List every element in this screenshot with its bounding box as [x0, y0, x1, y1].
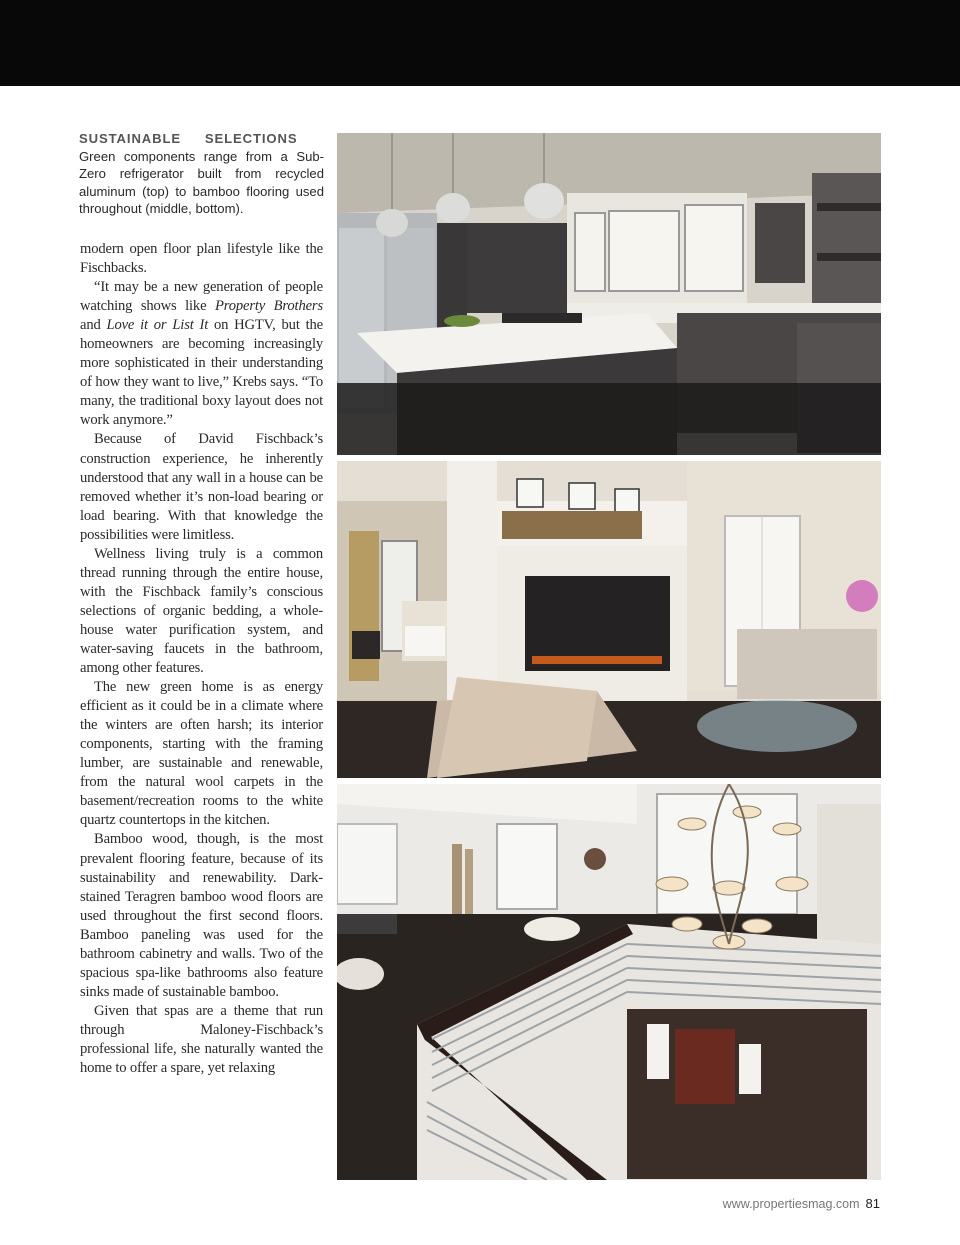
page-footer	[723, 1196, 880, 1211]
living-room-photo	[337, 461, 881, 778]
show-title-2: Love it or List It	[106, 317, 209, 334]
photo-caption	[79, 130, 324, 218]
caption-kicker: SUSTAINABLE SELECTIONS	[79, 131, 298, 146]
paragraph-2-part-b: and	[80, 317, 107, 334]
paragraph-6: Bamboo wood, though, is the most prevalent flooring feature, because of its sustainability and renewability. Dark-stained Teragren bamboo wood floors are used throughout the first second floors. Bamboo paneling was used for the bathroom cabinetry and walls. Two of the spacious spa-like bathrooms also feature sinks made of sustainable bamboo.	[80, 831, 323, 1000]
kitchen-photo	[337, 133, 881, 455]
paragraph-2-part-a: “It may be a new generation of people watching shows like	[80, 279, 323, 315]
paragraph-3: Because of David Fischback’s construction experience, he inherently understood that any wall in a house can be removed whether it’s non-load bearing or load bearing. With that knowledge the possibilities were limitless.	[80, 431, 323, 543]
paragraph-2-part-c: on HGTV, but the homeowners are becoming increasingly more sophisticated in their understanding of how they want to live,” Krebs says. “To many, the traditional boxy layout does not work anymore.”	[80, 317, 323, 429]
footer-url: www.propertiesmag.com	[722, 1197, 860, 1211]
paragraph-7: Given that spas are a theme that run through Maloney-Fischback’s professional life, she naturally wanted the home to offer a spare, yet relaxing	[80, 1002, 323, 1077]
paragraph-1: modern open floor plan lifestyle like the Fischbacks.	[80, 241, 323, 277]
article-body	[80, 240, 323, 1078]
stairwell-photo	[337, 784, 881, 1180]
page-number: 81	[865, 1196, 880, 1211]
paragraph-2	[80, 278, 323, 430]
show-title-1: Property Brothers	[214, 298, 323, 315]
paragraph-4: Wellness living truly is a common thread running through the entire house, with the Fischback family’s conscious selections of organic bedding, a whole-house water purification system, and water-saving faucets in the bathroom, among other features.	[80, 545, 323, 677]
top-black-band	[0, 0, 960, 86]
paragraph-5: The new green home is as energy efficient as it could be in a climate where the winters are often harsh; its interior components, starting with the framing lumber, are sustainable and renewable, from the natural wool carpets in the basement/recreation rooms to the white quartz countertops in the kitchen.	[80, 679, 323, 829]
caption-text: Green components range from a Sub-Zero refrigerator built from recycled aluminum (top) to bamboo flooring used throughout (middle, bottom).	[79, 148, 324, 217]
